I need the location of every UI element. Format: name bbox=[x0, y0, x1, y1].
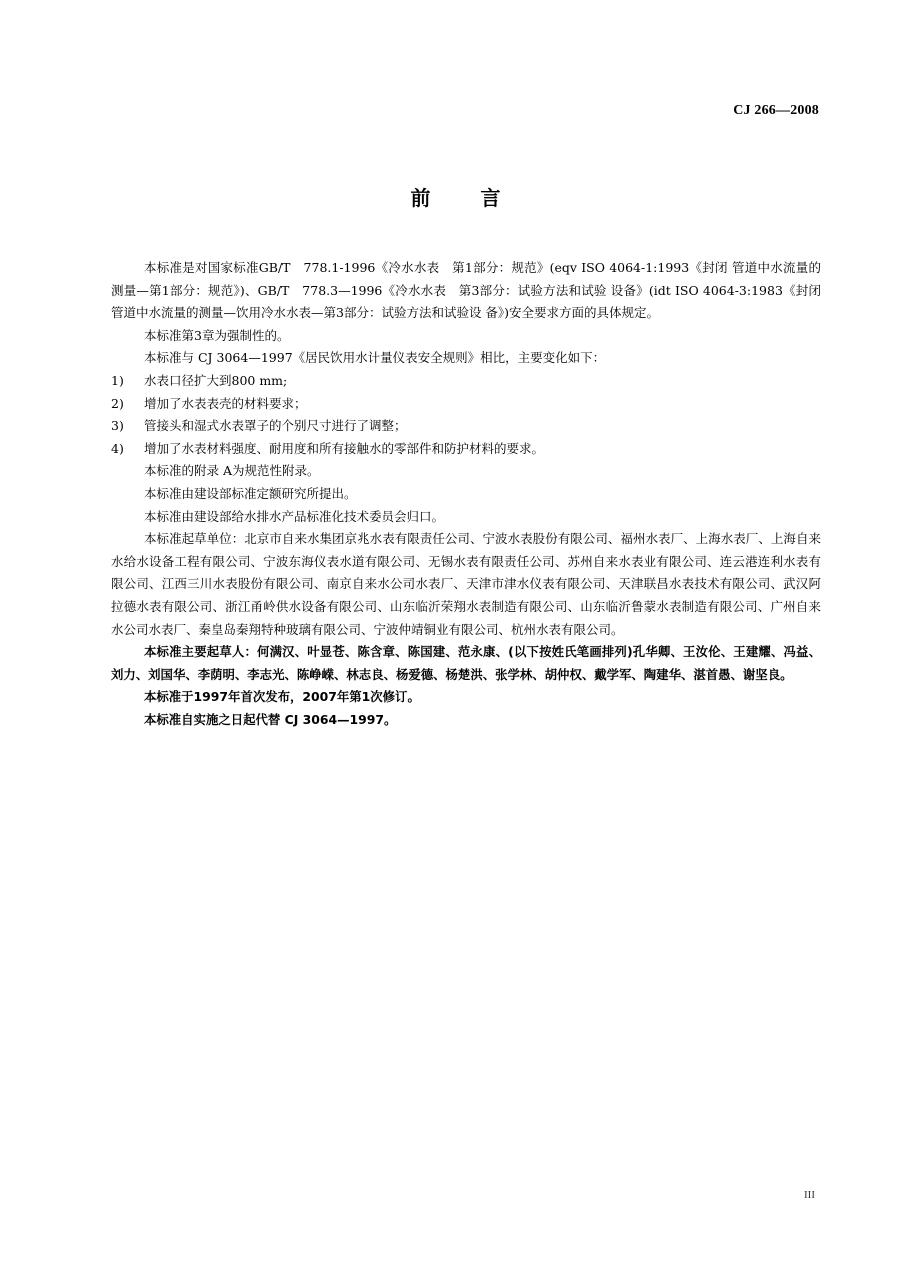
page-number: III bbox=[804, 1189, 815, 1201]
list-item-number: 1) bbox=[111, 372, 124, 388]
committee-paragraph: 本标准由建设部给水排水产品标准化技术委员会归口。 bbox=[144, 508, 445, 524]
standard-code-header: CJ 266—2008 bbox=[733, 103, 819, 118]
drafting-units-paragraph: 本标准起草单位：北京市自来水集团京兆水表有限责任公司、宁波水表股份有限公司、福州水表厂、上海水表厂、上海自来水给水设备工程有限公司、宁波东海仪表水道有限公司、无锡水表有限责任公司、苏州自来水表业有限公司、连云港连利水表有限公司、江西三川水表股份有限公司、南京自来水公司水表厂、天津市津水仪表有限公司、天津联昌水表技术有限公司、武汉阿拉德水表有限公司、浙江甬岭供水设备有限公司、山东临沂荣翔水表制造有限公司、山东临沂鲁蒙水表制造有限公司、广州自来水公司水表厂、秦皇岛秦翔特种玻璃有限公司、宁波仲靖铜业有限公司、杭州水表有限公司。 bbox=[111, 531, 821, 637]
list-item bbox=[111, 438, 821, 461]
list-item-text: 水表口径扩大到800 mm; bbox=[144, 372, 288, 388]
list-item-number: 4) bbox=[111, 440, 124, 456]
list-item-number: 3) bbox=[111, 418, 124, 434]
changes-intro-paragraph: 本标准与 CJ 3064—1997《居民饮用水计量仪表安全规则》相比，主要变化如下： bbox=[144, 350, 606, 366]
scope-paragraph: 本标准是对国家标准GB/T 778.1-1996《冷水水表 第1部分：规范》(eqv ISO 4064-1:1993《封闭 管道中水流量的测量—第1部分：规范》)、GB/T 778.3—1996《冷水水表 第3部分：试验方法和试验 设备》(idt ISO 4064-3:1983《封闭管道中水流量的测量—饮用冷水水表—第3部分：试验方法和试验设 备》)安全要求方面的具体规定。 bbox=[111, 260, 821, 321]
list-item-text: 增加了水表材料强度、耐用度和所有接触水的零部件和防护材料的要求。 bbox=[144, 440, 545, 456]
page-title: 前言 bbox=[410, 186, 551, 210]
list-item bbox=[111, 393, 821, 416]
drafters-paragraph: 本标准主要起草人：何满汉、叶显苍、陈含章、陈国建、范永康、(以下按姓氏笔画排列)孔华卿、王汝伦、王建耀、冯益、刘力、刘国华、李荫明、李志光、陈峥嵘、林志良、杨爱德、杨楚洪、张学林、胡仲权、戴学军、陶建华、湛首愚、谢坚良。 bbox=[111, 644, 821, 682]
list-item bbox=[111, 370, 821, 393]
replacement-paragraph: 本标准自实施之日起代替 CJ 3064—1997。 bbox=[144, 711, 397, 727]
changes-list bbox=[111, 370, 821, 460]
publication-history-paragraph: 本标准于1997年首次发布，2007年第1次修订。 bbox=[144, 689, 420, 705]
list-item-text: 增加了水表表壳的材料要求； bbox=[144, 395, 307, 411]
appendix-paragraph: 本标准的附录 A为规范性附录。 bbox=[144, 463, 320, 479]
foreword-body bbox=[111, 257, 821, 731]
list-item-text: 管接头和湿式水表罩子的个别尺寸进行了调整； bbox=[144, 418, 407, 434]
list-item bbox=[111, 415, 821, 438]
proposer-paragraph: 本标准由建设部标准定额研究所提出。 bbox=[144, 485, 357, 501]
list-item-number: 2) bbox=[111, 395, 124, 411]
mandatory-chapter-paragraph: 本标准第3章为强制性的。 bbox=[144, 327, 290, 343]
